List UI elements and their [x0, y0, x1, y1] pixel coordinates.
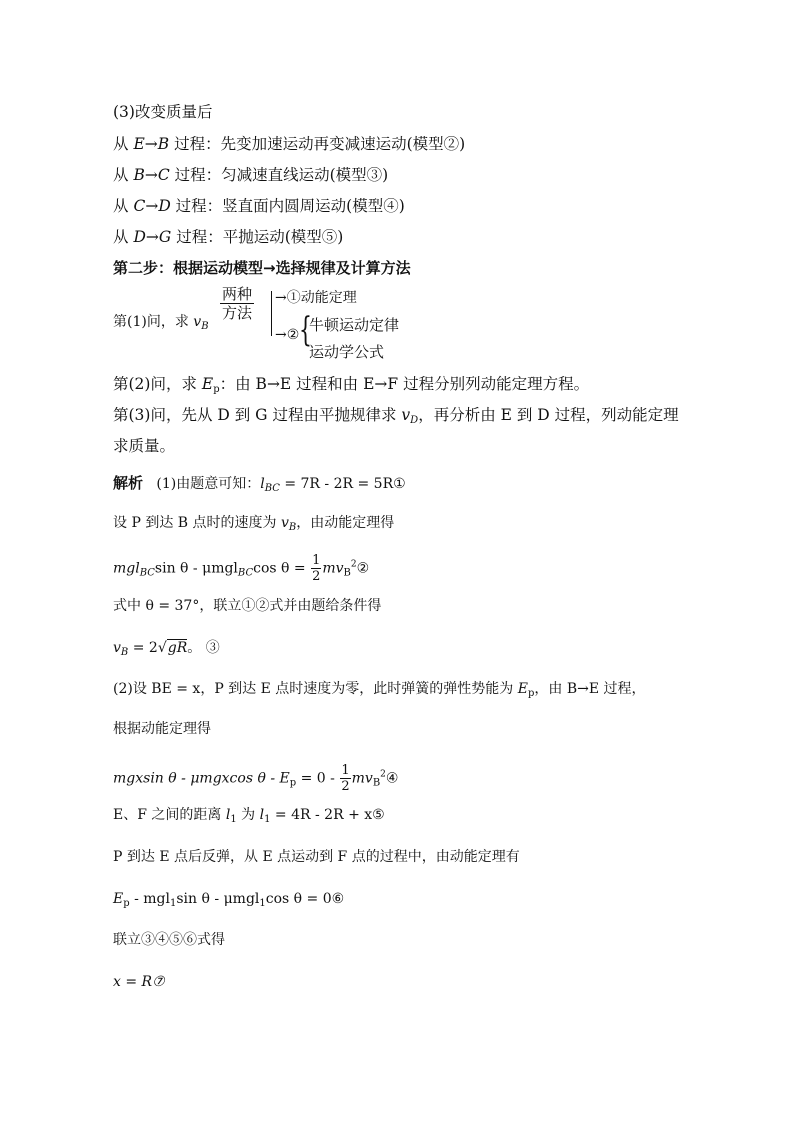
process-line-2: 从 B→C 过程：匀减速直线运动(模型③) [113, 166, 389, 184]
part2-line-2: 根据动能定理得 [113, 721, 211, 737]
equation-5: E、F 之间的距离 $l_1$ 为 $l_1 = 4R - 2R$ + x⑤ [113, 807, 385, 825]
equation-3: $v_B = 2√gR$。 ③ [113, 640, 220, 658]
q2-text: 第(2)问，求 $E_p$：由 B→E 过程和由 E→F 过程分别列动能定理方程。 [113, 375, 590, 395]
fraction-half-2: $\frac{1}{2}$ [341, 763, 350, 794]
diagram-branch-2: →② [275, 327, 300, 343]
solution-label: 解析 [113, 474, 144, 492]
combine-text: 联立③④⑤⑥式得 [113, 932, 225, 948]
q3-line-2: 求质量。 [113, 437, 176, 455]
rebound-text: P 到达 E 点后反弹，从 E 点运动到 F 点的过程中，由动能定理有 [113, 849, 520, 865]
process-line-3: 从 C→D 过程：竖直面内圆周运动(模型④) [113, 197, 405, 215]
diagram-bar [271, 291, 272, 336]
equation-7: x = R⑦ [113, 974, 165, 990]
diagram-brace: { [299, 310, 312, 350]
step2-heading: 第二步：根据运动模型→选择规律及计算方法 [113, 259, 411, 277]
solution-set-vb: 设 P 到达 B 点时的速度为 $v_B$，由动能定理得 [113, 515, 395, 533]
equation-2: mgl$_{BC}$sin θ - μmgl$_{BC}$cos θ = $\frac{1}{2}$ $mv_B^2②$ [113, 553, 370, 584]
process-line-4: 从 D→G 过程：平抛运动(模型⑤) [113, 228, 344, 246]
equation-6: $E_p - mgl_1\sin$ θ - μmgl$_1$cos θ = 0⑥ [113, 891, 345, 909]
q3-line-1: 第(3)问，先从 D 到 G 过程由平抛规律求 $v_D$，再分析由 E 到 D 过程，列动能定理 [113, 406, 679, 426]
diagram-method: 两种 方法 [222, 285, 253, 322]
diagram-branch-1: →①动能定理 [275, 290, 357, 306]
method-diagram [113, 283, 433, 363]
part3-heading: (3)改变质量后 [113, 103, 213, 121]
diagram-prefix: 第(1)问，求 $v_B$ [113, 314, 209, 332]
fraction-half: $\frac{1}{2}$ [312, 553, 321, 584]
part2-line-1: (2)设 BE = x，P 到达 E 点时速度为零，此时弹簧的弹性势能为 $E_p$，由 B→E 过程， [113, 681, 646, 699]
condition-text: 式中 θ = 37°，联立①②式并由题给条件得 [113, 598, 382, 614]
diagram-sub-2: 运动学公式 [309, 343, 385, 361]
solution-part1: 解析 (1)由题意可知：$l_{BC} = 7R - 2R$ = 5R① [113, 474, 406, 494]
process-line-1: 从 E→B 过程：先变加速运动再变减速运动(模型②) [113, 135, 466, 153]
equation-4: mgxsin θ - μmgxcos $\theta - E_p = 0$ - $\frac{1}{2}$ $mv_B^2④$ [113, 763, 399, 794]
diagram-sub-1: 牛顿运动定律 [309, 316, 400, 334]
